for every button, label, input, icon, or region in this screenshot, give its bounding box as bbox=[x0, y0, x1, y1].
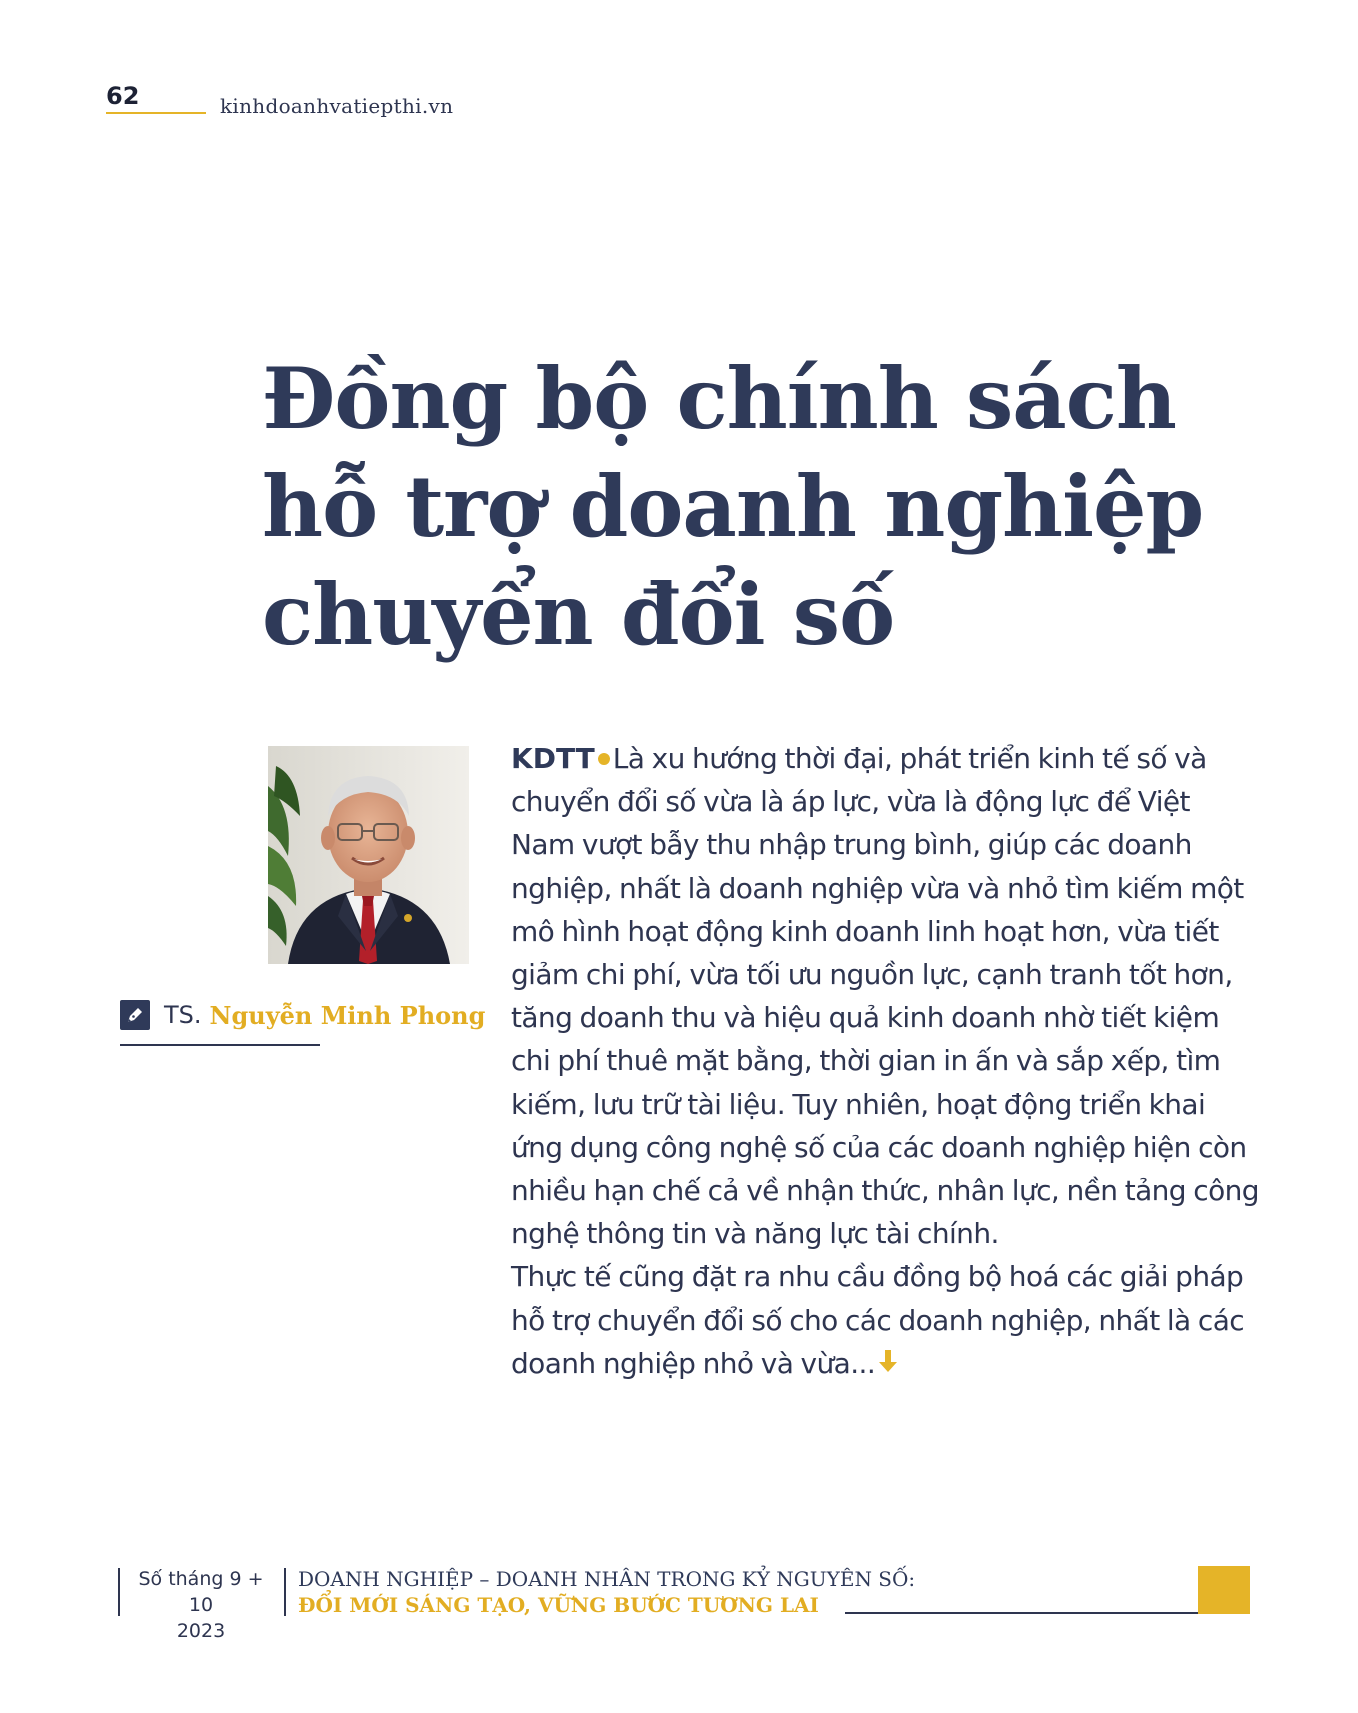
article-title bbox=[262, 345, 1262, 669]
author-title: TS. bbox=[164, 1001, 202, 1029]
lead-paragraph-2 bbox=[511, 1255, 1259, 1386]
footer-theme-line-1: DOANH NGHIỆP – DOANH NHÂN TRONG KỶ NGUYÊN SỐ: bbox=[298, 1567, 916, 1591]
footer-rule bbox=[845, 1612, 1225, 1614]
lead-tag: KDTT bbox=[511, 742, 595, 775]
issue-year: 2023 bbox=[176, 1620, 226, 1642]
author-name: Nguyễn Minh Phong bbox=[209, 1000, 486, 1030]
bullet-dot-icon bbox=[598, 753, 610, 765]
author-divider bbox=[120, 1044, 320, 1046]
lead-text-1: Là xu hướng thời đại, phát triển kinh tế số và chuyển đổi số vừa là áp lực, vừa là động lực để Việt Nam vượt bẫy thu nhập trung bình, giúp các doanh nghiệp, nhất là doanh nghiệp vừa và nhỏ tìm kiếm một mô hình hoạt động kinh doanh linh hoạt hơn, vừa tiết giảm chi phí, vừa tối ưu nguồn lực, cạnh tranh tốt hơn, tăng doanh thu và hiệu quả kinh doanh nhờ tiết kiệm chi phí thuê mặt bằng, thời gian in ấn và sắp xếp, tìm kiếm, lưu trữ tài liệu. Tuy nhiên, hoạt động triển khai ứng dụng công nghệ số của các doanh nghiệp hiện còn nhiều hạn chế cả về nhận thức, nhân lực, nền tảng công nghệ thông tin và năng lực tài chính. bbox=[511, 742, 1259, 1251]
article-lead bbox=[511, 737, 1259, 1386]
title-line-3: chuyển đổi số bbox=[262, 565, 895, 664]
title-line-1: Đồng bộ chính sách bbox=[262, 349, 1176, 448]
lead-text-2: Thực tế cũng đặt ra nhu cầu đồng bộ hoá các giải pháp hỗ trợ chuyển đổi số cho các doanh nghiệp, nhất là các doanh nghiệp nhỏ và vừa... bbox=[511, 1260, 1245, 1380]
title-line-2: hỗ trợ doanh nghiệp bbox=[262, 457, 1204, 556]
page-number: 62 bbox=[106, 82, 140, 110]
header-divider bbox=[106, 112, 206, 114]
author-photo bbox=[268, 746, 469, 964]
arrow-down-icon[interactable] bbox=[877, 1343, 899, 1386]
site-url[interactable]: kinhdoanhvatiepthi.vn bbox=[220, 94, 454, 118]
pen-icon bbox=[120, 1000, 150, 1030]
lead-paragraph-1 bbox=[511, 737, 1259, 1255]
issue-info bbox=[126, 1566, 276, 1644]
issue-month: Số tháng 9 + 10 bbox=[138, 1568, 264, 1616]
footer-divider-left bbox=[118, 1568, 120, 1616]
author-byline bbox=[120, 998, 485, 1032]
footer-divider-mid bbox=[284, 1568, 286, 1616]
footer-theme-line-2: ĐỔI MỚI SÁNG TẠO, VỮNG BƯỚC TƯƠNG LAI bbox=[298, 1593, 819, 1617]
footer-accent-square bbox=[1198, 1566, 1250, 1614]
